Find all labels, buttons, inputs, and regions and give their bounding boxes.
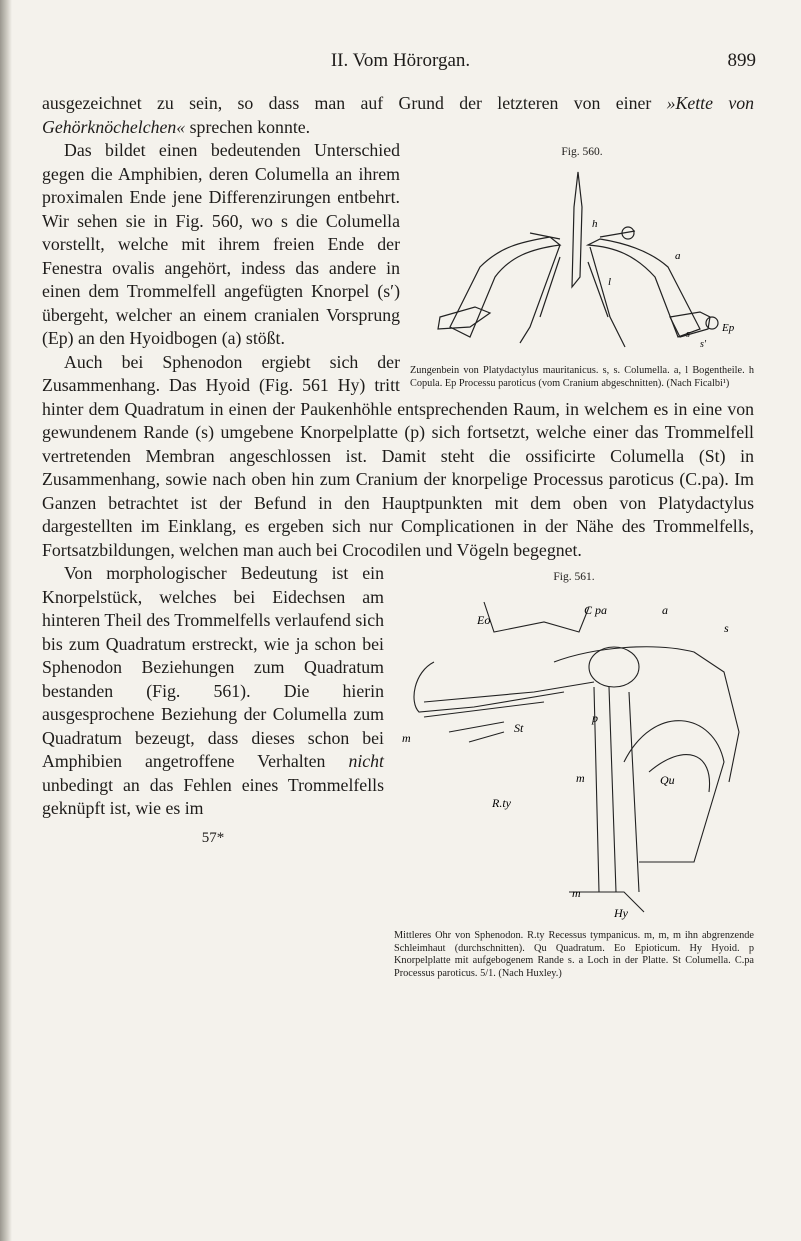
figure-561-caption: Mittleres Ohr von Sphenodon. R.ty Recessus tympanicus. m, m, m ihn abgrenzende Schleimhaut (durchschnitten). Qu Quadratum. Eo Epioticum. Hy Hyoid. p Knorpelplatte mit aufgebogenem Rande s. a Loch in der Platte. St Columella. C.pa Processus paroticus. 5/1. (Nach Huxley.) — [394, 930, 754, 979]
quote-kette: »Kette von Gehörknöchelchen« — [42, 93, 754, 137]
figure-561-label: Fig. 561. — [553, 571, 595, 583]
page-body — [42, 92, 754, 986]
running-header — [0, 50, 801, 80]
chapter-title: II. Vom Hörorgan. — [330, 50, 471, 71]
page-number: 899 — [727, 50, 756, 71]
fig561-letter-m1: m — [402, 730, 411, 745]
figure-561-drawing — [394, 592, 754, 922]
fig560-letter-s: s — [686, 328, 690, 340]
paragraph-3: Auch bei Sphenodon ergiebt sich der Zusammenhang. Das Hyoid (Fig. 561 Hy) tritt hinter dem Quadratum in einen der Paukenhöhle entsprechenden Raum, in welchem es in eine von gewundenem Rande (s) umgebene Knorpelplatte (p) sich fortsetzt, welche einer das Trommelfell vertretenden Membran angeschlossen ist. Damit steht die ossificirte Columella (St) in Zusammenhang, sowie nach oben hin zum Cranium der knorpelige Processus paroticus (C.pa). Im Ganzen betrachtet ist der Befund in den Hauptpunkten mit dem oben von Platydactylus dargestellten im Einklang, es ergeben sich nur Complicationen in der Nähe des Trommelfells, Fortsatzbildungen, welchen man auch bei Crocodilen und Vögeln begegnet. — [42, 351, 754, 560]
printer-signature: 57* — [201, 829, 225, 846]
fig561-letter-st: St — [514, 720, 524, 735]
fig561-letter-m3: m — [572, 885, 581, 900]
fig561-letter-p: p — [592, 710, 598, 725]
fig560-letter-l: l — [608, 275, 612, 288]
figure-560-label: Fig. 560. — [561, 146, 603, 158]
figure-560-drawing — [410, 167, 754, 357]
figure-560-caption: Zungenbein von Platydactylus mauritanicus. s, s. Columella. a, l Bogentheile. h Copula. Ep Processu paroticus (vom Cranium abgeschnitten). (Nach Ficalbi¹) — [410, 365, 754, 389]
fig561-letter-hy: Hy — [614, 905, 628, 920]
fig561-letter-eo: Eo — [477, 612, 491, 627]
figure-560 — [410, 141, 754, 390]
fig561-letter-m2: m — [576, 770, 585, 785]
paragraph-2: Das bildet einen bedeutenden Unterschied gegen die Amphibien, deren Columella an ihrem proximalen Ende jene Differenzirungen entbehrt. Wir sehen sie in Fig. 560, wo s die Columella vorstellt, welche mit ihrem freien Ende der Fenestra ovalis angehört, indess das andere in einen dem Trommelfell angefügten Knorpel (s′) übergeht, welcher an einem cranialen Vorsprung (Ep) an den Hyoidbogen (a) stößt. — [42, 140, 400, 348]
fig561-letter-qu: Qu — [660, 772, 675, 787]
fig561-letter-a: a — [662, 602, 668, 617]
fig561-letter-rty: R.ty — [492, 795, 511, 810]
paragraph-4: Von morphologischer Bedeutung ist ein Knorpelstück, welches bei Eidechsen am hinteren Theil des Trommelfells verlaufend sich bis zum Quadratum erstreckt, wie ja schon bei Sphenodon Beziehungen zum Quadratum bestanden (Fig. 561). Die hierin ausgesprochene Beziehung der Columella zum Quadratum bezeugt, dass dieses schon bei Amphibien angetroffene Verhalten nicht unbedingt an das Fehlen eines Trommelfells geknüpft ist, wie es im — [42, 563, 384, 818]
fig560-letter-s-prime: s′ — [700, 338, 707, 350]
fig560-letter-a: a — [675, 249, 681, 262]
figure-561 — [394, 566, 754, 980]
paragraph-1: ausgezeichnet zu sein, so dass man auf Grund der letzteren von einer »Kette von Gehörknöchelchen« sprechen konnte. — [42, 93, 754, 137]
fig561-letter-cpa: C pa — [584, 602, 608, 617]
fig561-letter-s: s — [724, 620, 729, 635]
emphasis-nicht: nicht — [348, 751, 384, 771]
fig560-letter-h: h — [592, 217, 598, 230]
fig560-letter-ep: Ep — [722, 321, 735, 334]
book-spine-shadow — [0, 0, 12, 1241]
